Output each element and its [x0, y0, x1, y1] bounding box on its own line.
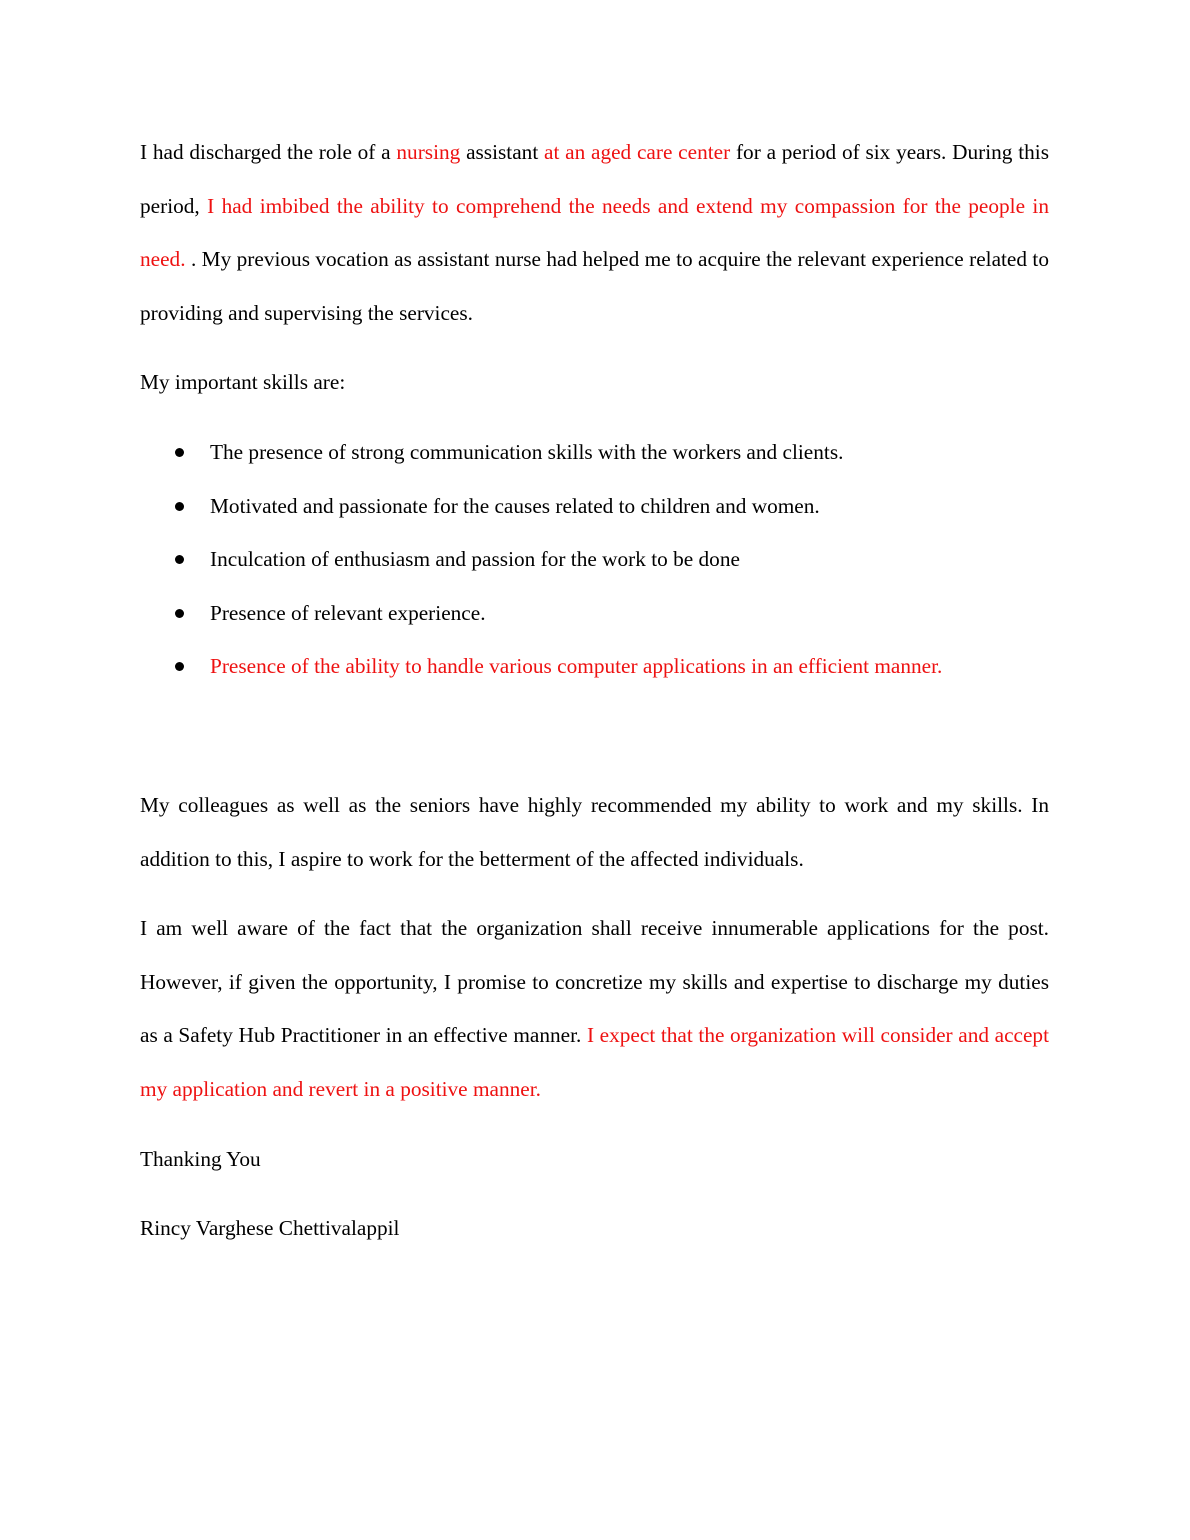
bullet-icon	[175, 502, 184, 511]
closing-highlight: I expect that the organization will consider and accept my application and revert in a positive manner.	[140, 1023, 1050, 1101]
skill-text: Presence of relevant experience.	[210, 600, 486, 625]
intro-text-2: assistant	[460, 140, 544, 164]
list-item	[140, 640, 1049, 694]
intro-highlight-compassion: I had imbibed the ability to comprehend the needs and extend my compassion for the people in need.	[140, 193, 1049, 272]
spacer	[140, 410, 1049, 426]
skill-text: The presence of strong communication skills with the workers and clients.	[210, 439, 844, 464]
closing-text: I am well aware of the fact that the organization shall receive innumerable applications for the post. However, if given the opportunity, I promise to concretize my skills and expertise to discharge my duties as a Safety Hub Practitioner in an effective manner.	[140, 916, 1049, 1048]
list-item	[140, 426, 1049, 480]
intro-text-1: I had discharged the role of a	[140, 140, 397, 164]
document-page	[140, 126, 1049, 1256]
bullet-icon	[175, 662, 184, 671]
closing-salutation: Thanking You	[140, 1146, 261, 1171]
list-item	[140, 480, 1049, 534]
skill-text: Inculcation of enthusiasm and passion for the work to be done	[210, 547, 740, 572]
signature-name: Rincy Varghese Chettivalappil	[140, 1216, 400, 1241]
bullet-icon	[175, 448, 184, 457]
recommendation-paragraph: My colleagues as well as the seniors have highly recommended my ability to work and my skills. In addition to this, I aspire to work for the betterment of the affected individuals.	[140, 792, 1049, 871]
intro-text-3: for a period of six years. During this period,	[140, 140, 1049, 218]
intro-highlight-aged-care: at an aged care center	[544, 140, 731, 164]
intro-paragraph	[140, 126, 1049, 340]
bullet-icon	[175, 555, 184, 564]
spacer	[140, 886, 1049, 902]
spacer	[140, 1117, 1049, 1133]
skills-heading: My important skills are:	[140, 370, 346, 395]
spacer	[140, 340, 1049, 356]
skill-text-highlight: Presence of the ability to handle various computer applications in an efficient manner.	[210, 654, 943, 679]
skills-list	[140, 426, 1049, 694]
closing-paragraph	[140, 902, 1049, 1116]
list-item	[140, 533, 1049, 587]
intro-highlight-nursing: nursing	[396, 140, 461, 164]
spacer	[140, 694, 1049, 779]
spacer	[140, 1186, 1049, 1202]
skill-text: Motivated and passionate for the causes related to children and women.	[210, 493, 820, 518]
intro-text-4: . My previous vocation as assistant nurse had helped me to acquire the relevant experience related to providing and supervising the services.	[140, 247, 1050, 325]
list-item	[140, 587, 1049, 641]
bullet-icon	[175, 609, 184, 618]
